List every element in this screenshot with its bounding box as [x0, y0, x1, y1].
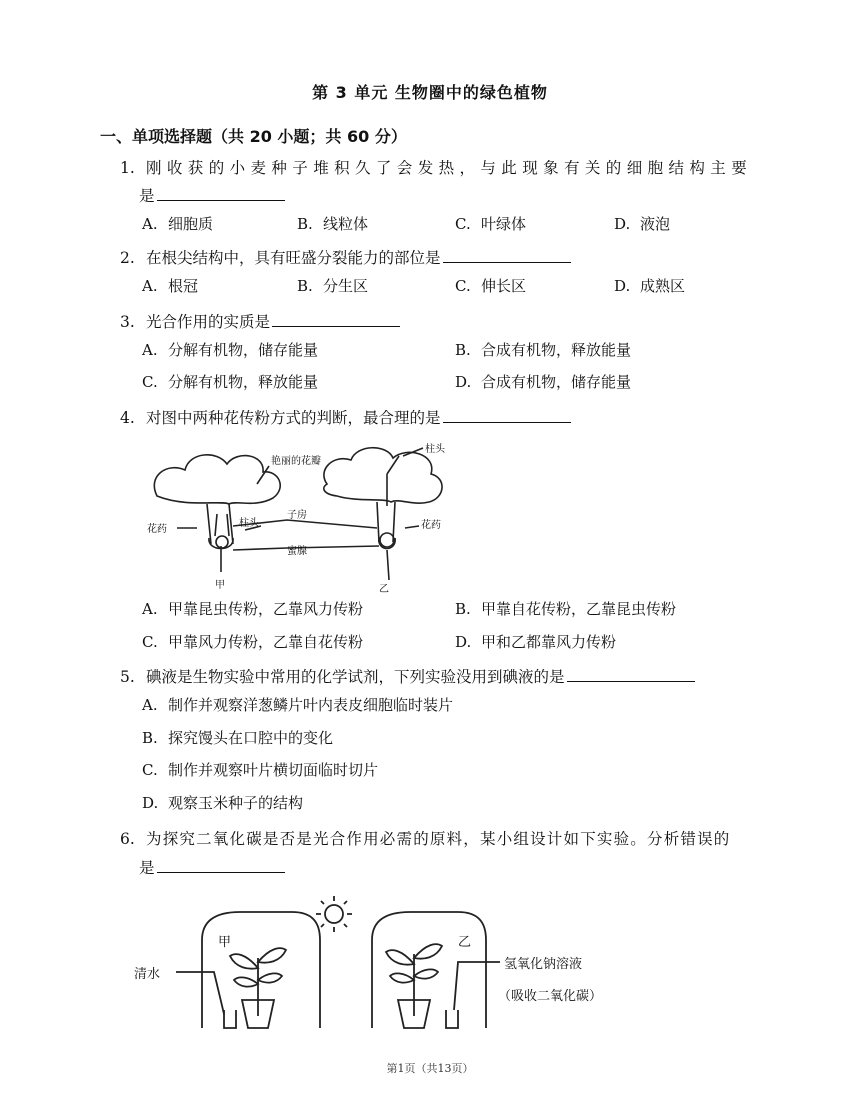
question-2 [120, 245, 571, 271]
label-water: 清水 [134, 967, 161, 982]
question-4 [120, 405, 571, 431]
option-a[interactable]: A. 根冠 [142, 277, 199, 295]
label-stigma-yi: 柱头 [425, 444, 445, 455]
question-text: 是 [139, 859, 155, 877]
question-text: 是 [139, 187, 155, 205]
section-heading: 一、单项选择题（共 20 小题；共 60 分） [100, 127, 407, 146]
label-naoh: 氢氧化钠溶液 [504, 957, 583, 972]
answer-blank [272, 312, 400, 327]
option-d[interactable]: D. 液泡 [614, 215, 671, 233]
question-6-cont [139, 855, 285, 881]
option-a[interactable]: A. 细胞质 [142, 215, 214, 233]
question-1-cont [139, 183, 285, 209]
label-yi: 乙 [379, 584, 389, 594]
option-a[interactable]: A. 分解有机物，储存能量 [142, 341, 319, 359]
option-d[interactable]: D. 成熟区 [614, 277, 686, 295]
option-c[interactable]: C. 伸长区 [455, 277, 527, 295]
option-c[interactable]: C. 制作并观察叶片横切面临时切片 [142, 761, 379, 779]
question-text: 对图中两种花传粉方式的判断，最合理的是 [146, 409, 441, 427]
question-text: 光合作用的实质是 [146, 313, 271, 331]
question-6 [120, 826, 731, 852]
label-absorb: （吸收二氧化碳） [498, 989, 603, 1004]
option-a[interactable]: A. 甲靠昆虫传粉，乙靠风力传粉 [142, 600, 364, 618]
question-text: 为探究二氧化碳是否是光合作用必需的原料，某小组设计如下实验。分析错误的 [146, 830, 731, 848]
answer-blank [157, 858, 285, 873]
page-title: 第 3 单元 生物圈中的绿色植物 [312, 83, 548, 102]
answer-blank [567, 667, 695, 682]
label-jia: 甲 [218, 935, 232, 950]
label-anther-jia: 花药 [147, 524, 167, 535]
answer-blank [443, 248, 571, 263]
question-number: 5. [120, 668, 135, 686]
option-b[interactable]: B. 分生区 [297, 277, 369, 295]
question-3 [120, 309, 400, 335]
question-5 [120, 664, 695, 690]
option-b[interactable]: B. 线粒体 [297, 215, 369, 233]
option-d[interactable]: D. 合成有机物，储存能量 [455, 373, 632, 391]
sun-icon [325, 905, 343, 923]
answer-blank [157, 186, 285, 201]
question-number: 3. [120, 313, 135, 331]
option-a[interactable]: A. 制作并观察洋葱鳞片叶内表皮细胞临时装片 [142, 696, 454, 714]
option-c[interactable]: C. 分解有机物，释放能量 [142, 373, 319, 391]
page-footer: 第1页（共13页） [386, 1062, 474, 1075]
question-text: 在根尖结构中，具有旺盛分裂能力的部位是 [146, 249, 441, 267]
option-d[interactable]: D. 甲和乙都靠风力传粉 [455, 633, 617, 651]
option-b[interactable]: B. 合成有机物，释放能量 [455, 341, 632, 359]
label-jia: 甲 [215, 580, 225, 591]
flower-pollination-figure [137, 434, 473, 594]
answer-blank [443, 408, 571, 423]
question-number: 4. [120, 409, 135, 427]
question-number: 1. [120, 159, 135, 177]
option-c[interactable]: C. 叶绿体 [455, 215, 527, 233]
option-b[interactable]: B. 探究馒头在口腔中的变化 [142, 729, 334, 747]
label-yi: 乙 [458, 935, 472, 950]
label-bright-petals: 艳丽的花瓣 [271, 456, 321, 467]
label-anther-yi: 花药 [421, 520, 441, 531]
option-b[interactable]: B. 甲靠自花传粉，乙靠昆虫传粉 [455, 600, 677, 618]
co2-experiment-figure [128, 888, 648, 1038]
label-stigma: 柱头 [239, 518, 259, 529]
question-text: 碘液是生物实验中常用的化学试剂，下列实验没用到碘液的是 [146, 668, 565, 686]
question-text: 刚收获的小麦种子堆积久了会发热，与此现象有关的细胞结构主要 [146, 159, 753, 177]
question-1 [120, 155, 752, 181]
question-number: 6. [120, 830, 135, 848]
label-ovary: 子房 [287, 510, 307, 521]
label-nectary: 蜜腺 [287, 546, 307, 557]
option-c[interactable]: C. 甲靠风力传粉，乙靠自花传粉 [142, 633, 364, 651]
option-d[interactable]: D. 观察玉米种子的结构 [142, 794, 304, 812]
question-number: 2. [120, 249, 135, 267]
